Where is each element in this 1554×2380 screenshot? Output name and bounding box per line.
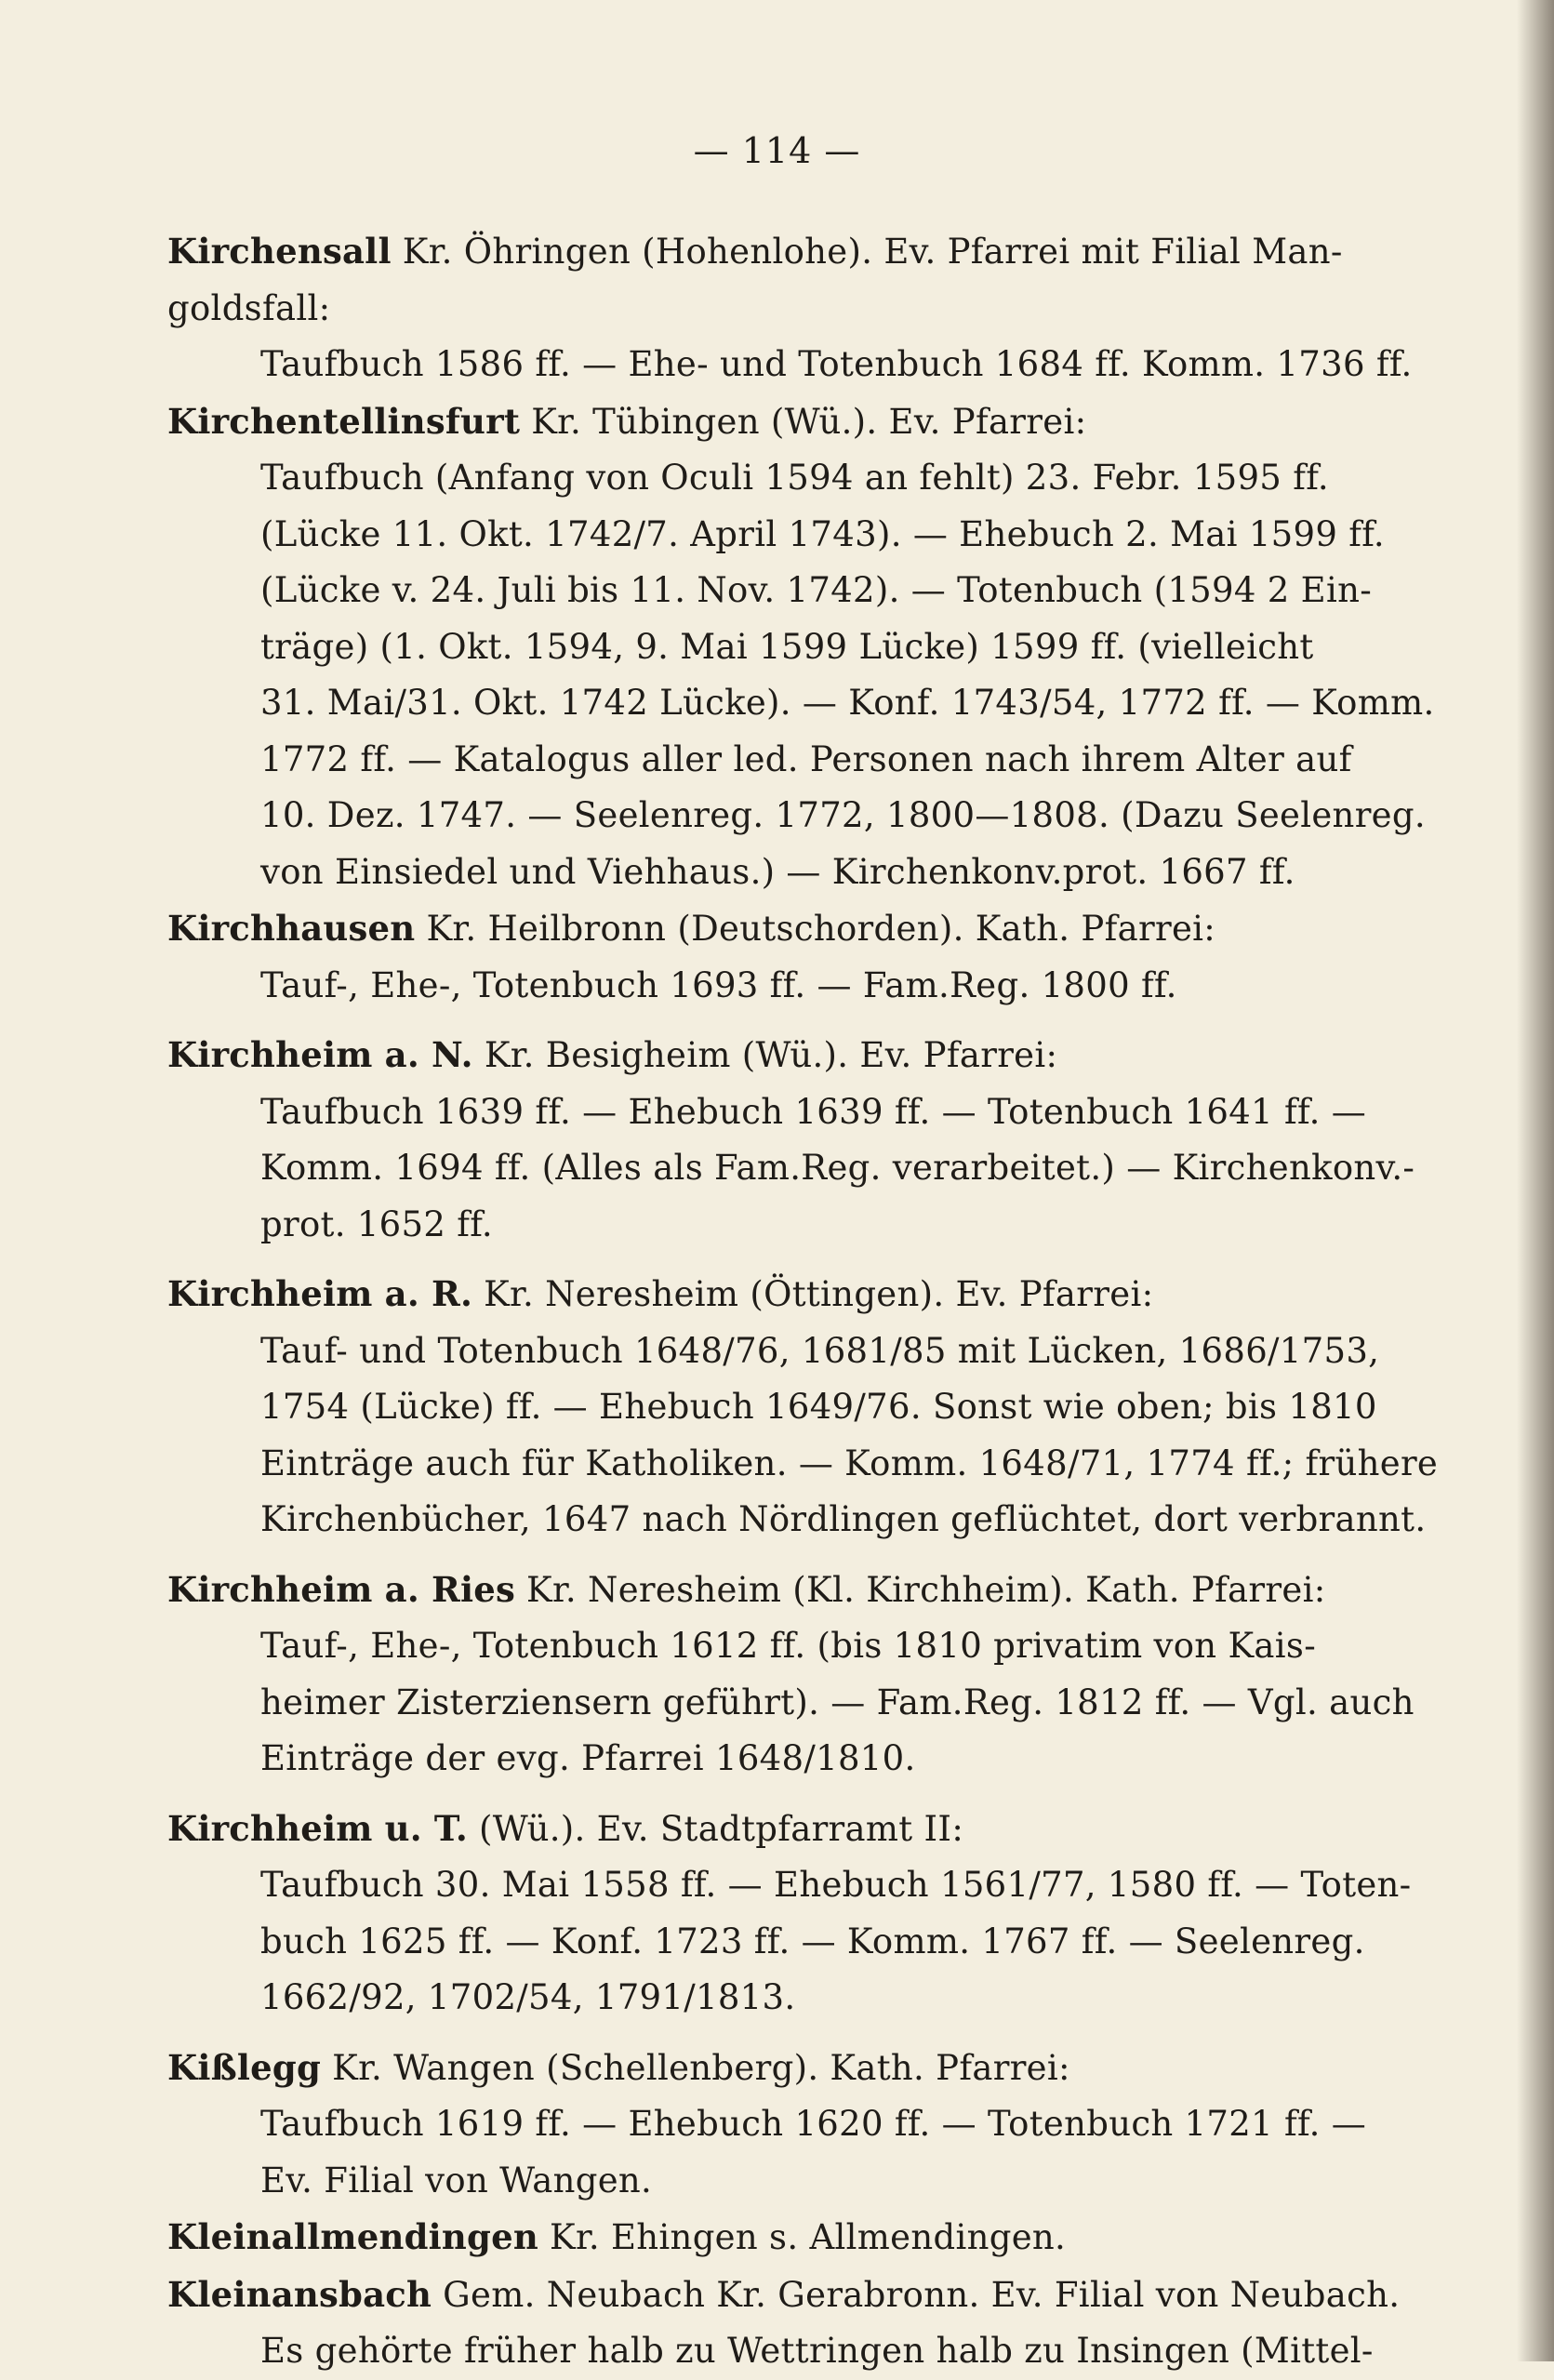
entry-line: Einträge der evg. Pfarrei 1648/1810. <box>260 1738 916 1778</box>
entry-text: Kr. Heilbronn (Deutschorden). Kath. Pfarrei: <box>426 909 1216 949</box>
entry-first-line <box>167 2209 1386 2267</box>
entry-first-line <box>167 1266 1386 1323</box>
entry-text: Kr. Tübingen (Wü.). Ev. Pfarrei: <box>531 401 1087 442</box>
page-number: — 114 — <box>693 130 861 171</box>
entry-line: Es gehörte früher halb zu Wettringen halb zu Insingen (Mittel- <box>260 2331 1374 2371</box>
entry-headword: Kirchheim a. N. <box>167 1034 473 1075</box>
entry-spacer <box>167 1014 1386 1027</box>
place-entry <box>167 1027 1415 1253</box>
entry-line: (Lücke 11. Okt. 1742/7. April 1743). — Ehebuch 2. Mai 1599 ff. <box>260 513 1385 554</box>
entry-text: Kr. Ehingen s. Allmendingen. <box>550 2217 1067 2257</box>
entry-line: Ev. Filial von Wangen. <box>260 2160 653 2201</box>
entry-first-line <box>167 1027 1386 1084</box>
entry-text: Kr. Neresheim (Kl. Kirchheim). Kath. Pfarrei: <box>526 1569 1326 1610</box>
entry-headword: Kleinansbach <box>167 2273 432 2315</box>
page-edge-shadow <box>1517 0 1554 2361</box>
entry-text: Kr. Besigheim (Wü.). Ev. Pfarrei: <box>484 1035 1058 1075</box>
entry-line: Taufbuch 30. Mai 1558 ff. — Ehebuch 1561/77, 1580 ff. — Toten- <box>260 1865 1412 1905</box>
entry-line: 31. Mai/31. Okt. 1742 Lücke). — Konf. 1743/54, 1772 ff. — Komm. <box>260 683 1435 723</box>
entry-line: Taufbuch 1619 ff. — Ehebuch 1620 ff. — Totenbuch 1721 ff. — <box>260 2104 1367 2144</box>
entry-headword: Kißlegg <box>167 2046 322 2088</box>
entry-text: Kr. Öhringen (Hohenlohe). Ev. Pfarrei mit Filial Man- <box>402 232 1343 272</box>
entry-line: Kirchenbücher, 1647 nach Nördlingen geflüchtet, dort verbrannt. <box>260 1499 1427 1539</box>
entry-headword: Kirchheim a. Ries <box>167 1568 515 1610</box>
place-entry <box>167 1562 1415 1788</box>
entry-line: Taufbuch 1639 ff. — Ehebuch 1639 ff. — Totenbuch 1641 ff. — <box>260 1091 1367 1132</box>
entry-first-line <box>167 393 1386 451</box>
entry-text: (Wü.). Ev. Stadtpfarramt II: <box>479 1808 964 1849</box>
entry-first-line <box>167 1801 1386 1858</box>
entry-text: Kr. Wangen (Schellenberg). Kath. Pfarrei: <box>332 2047 1070 2088</box>
place-entry <box>167 223 1413 393</box>
place-entry <box>167 1801 1412 2027</box>
entry-first-line <box>167 2267 1401 2324</box>
place-entry <box>167 2209 1386 2267</box>
place-entry <box>167 2267 1401 2380</box>
entry-line: von Einsiedel und Viehhaus.) — Kirchenkonv.prot. 1667 ff. <box>260 851 1295 892</box>
entry-line: Taufbuch 1586 ff. — Ehe- und Totenbuch 1684 ff. Komm. 1736 ff. <box>260 344 1413 384</box>
entry-line: Komm. 1694 ff. (Alles als Fam.Reg. verarbeitet.) — Kirchenkonv.- <box>260 1148 1415 1188</box>
entry-headword: Kirchensall <box>167 231 392 272</box>
entry-line: 1754 (Lücke) ff. — Ehebuch 1649/76. Sonst wie oben; bis 1810 <box>260 1387 1377 1427</box>
entry-spacer <box>167 2027 1386 2040</box>
entry-text: Gem. Neubach Kr. Gerabronn. Ev. Filial von Neubach. <box>443 2274 1401 2315</box>
entry-line: goldsfall: <box>167 287 331 328</box>
entry-line: Tauf- und Totenbuch 1648/76, 1681/85 mit Lücken, 1686/1753, <box>260 1330 1380 1371</box>
gazetteer-entries <box>167 223 1439 2380</box>
entry-line: träge) (1. Okt. 1594, 9. Mai 1599 Lücke) 1599 ff. (vielleicht <box>260 626 1314 667</box>
entry-spacer <box>167 1788 1386 1801</box>
entry-headword: Kirchheim a. R. <box>167 1273 473 1314</box>
entry-first-line <box>167 900 1386 958</box>
place-entry <box>167 2040 1386 2210</box>
entry-line: 1772 ff. — Katalogus aller led. Personen nach ihrem Alter auf <box>260 738 1352 779</box>
entry-first-line <box>167 2040 1386 2097</box>
entry-line: Tauf-, Ehe-, Totenbuch 1612 ff. (bis 1810 privatim von Kais- <box>260 1626 1317 1666</box>
place-entry <box>167 1266 1439 1549</box>
entry-line: 1662/92, 1702/54, 1791/1813. <box>260 1977 796 2017</box>
entry-line: Tauf-, Ehe-, Totenbuch 1693 ff. — Fam.Reg. 1800 ff. <box>260 964 1177 1005</box>
entry-spacer <box>167 1549 1386 1562</box>
entry-headword: Kirchheim u. T. <box>167 1807 468 1849</box>
entry-line: (Lücke v. 24. Juli bis 11. Nov. 1742). — Totenbuch (1594 2 Ein- <box>260 570 1373 610</box>
entry-headword: Kirchentellinsfurt <box>167 400 521 442</box>
entry-first-line <box>167 223 1386 281</box>
entry-line: Einträge auch für Katholiken. — Komm. 1648/71, 1774 ff.; frühere <box>260 1443 1439 1483</box>
entry-headword: Kleinallmendingen <box>167 2216 538 2257</box>
entry-line: heimer Zisterziensern geführt). — Fam.Reg. 1812 ff. — Vgl. auch <box>260 1682 1415 1722</box>
entry-line: 10. Dez. 1747. — Seelenreg. 1772, 1800—1808. (Dazu Seelenreg. <box>260 795 1426 835</box>
entry-spacer <box>167 1253 1386 1266</box>
place-entry <box>167 900 1386 1014</box>
entry-line: Taufbuch (Anfang von Oculi 1594 an fehlt) 23. Febr. 1595 ff. <box>260 458 1329 498</box>
entry-headword: Kirchhausen <box>167 908 416 949</box>
entry-first-line <box>167 1562 1386 1619</box>
entry-line: buch 1625 ff. — Konf. 1723 ff. — Komm. 1767 ff. — Seelenreg. <box>260 1921 1365 1961</box>
entry-line: prot. 1652 ff. <box>260 1203 493 1244</box>
entry-text: Kr. Neresheim (Öttingen). Ev. Pfarrei: <box>484 1274 1154 1314</box>
place-entry <box>167 393 1435 901</box>
